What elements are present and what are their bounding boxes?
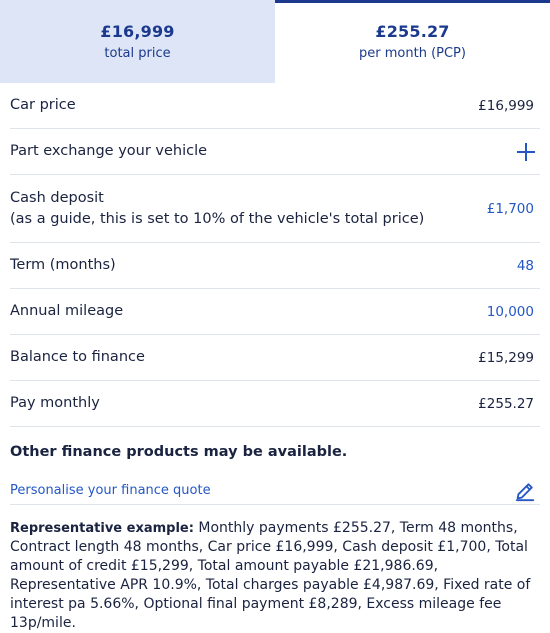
monthly-price-label: per month (PCP) xyxy=(359,46,466,61)
row-balance-to-finance xyxy=(10,335,540,381)
personalise-label[interactable]: Personalise your finance quote xyxy=(10,483,211,498)
cash-deposit-value[interactable]: £1,700 xyxy=(486,200,534,217)
other-finance-notice: Other finance products may be available. xyxy=(10,444,348,460)
mileage-label: Annual mileage xyxy=(10,303,124,319)
pay-monthly-label: Pay monthly xyxy=(10,395,100,411)
row-car-price xyxy=(10,83,540,129)
monthly-price-value: £255.27 xyxy=(375,22,450,41)
mileage-value[interactable]: 10,000 xyxy=(486,303,534,320)
balance-label: Balance to finance xyxy=(10,349,145,365)
term-label: Term (months) xyxy=(10,257,116,273)
pencil-icon[interactable] xyxy=(514,480,536,502)
tab-total-price[interactable] xyxy=(0,0,275,83)
term-value[interactable]: 48 xyxy=(516,257,534,274)
row-pay-monthly xyxy=(10,381,540,427)
cash-deposit-note: (as a guide, this is set to 10% of the vehicle's total price) xyxy=(10,210,425,227)
representative-text: Monthly payments £255.27, Term 48 months, Contract length 48 months, Car price £16,999, Cash deposit £1,700, Total amount of credit £15,299, Total amount payable £21,986.69, Representative APR 10.9%, Total charges payable £4,987.69, Fixed rate of interest pa 5.66%, Optional final payment £8,289, Excess mileage fee 13p/mile. xyxy=(10,520,531,631)
part-exchange-label: Part exchange your vehicle xyxy=(10,143,208,159)
row-term[interactable] xyxy=(10,243,540,289)
finance-breakdown xyxy=(0,83,550,427)
price-tabs xyxy=(0,0,550,83)
plus-icon[interactable] xyxy=(514,140,538,164)
car-price-value: £16,999 xyxy=(478,97,534,114)
cash-deposit-label: Cash deposit xyxy=(10,189,104,206)
total-price-label: total price xyxy=(104,46,171,61)
balance-value: £15,299 xyxy=(478,349,534,366)
row-part-exchange[interactable] xyxy=(10,129,540,175)
total-price-value: £16,999 xyxy=(100,22,175,41)
pay-monthly-value: £255.27 xyxy=(478,395,534,412)
representative-prefix: Representative example: xyxy=(10,521,194,536)
row-cash-deposit[interactable] xyxy=(10,175,540,243)
representative-example xyxy=(0,505,550,633)
personalise-quote-link[interactable] xyxy=(10,477,540,505)
tab-monthly-price[interactable] xyxy=(275,0,550,83)
row-annual-mileage[interactable] xyxy=(10,289,540,335)
car-price-label: Car price xyxy=(10,97,76,113)
